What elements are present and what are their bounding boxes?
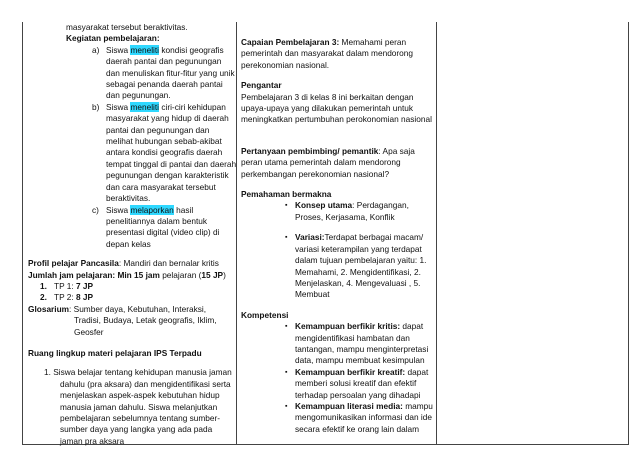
table-cell-middle	[241, 37, 433, 435]
jam-value: : Min 15 jam	[112, 269, 160, 280]
tp-item-1	[40, 281, 237, 292]
text-run: hasil penelitiannya dalam bentuk presentasi digital (video clip) di depan kelas	[106, 204, 220, 249]
kegiatan-title: Kegiatan pembelajaran:	[66, 33, 160, 44]
variasi	[285, 232, 433, 300]
table-border-right	[628, 22, 629, 445]
tp-jp: 7 JP	[75, 280, 94, 291]
capaian-label: Capaian Pembelajaran 3:	[241, 37, 340, 47]
tp-text	[54, 281, 93, 292]
list-item-text	[106, 102, 237, 205]
jam-label: Jumlah jam pelajaran	[28, 269, 113, 280]
variasi-label: Variasi:	[295, 232, 325, 243]
jumlah-jam	[28, 270, 237, 281]
kegiatan-item-a	[92, 45, 237, 102]
kompetensi-item-2	[285, 367, 433, 401]
glosarium-first-line: : Sumber daya, Kebutuhan, Interaksi,	[69, 303, 207, 314]
kompetensi-label: Kemampuan berfikir kreatif:	[295, 366, 406, 377]
kompetensi-item-3	[285, 401, 433, 435]
bullet-icon: ▪	[285, 234, 288, 242]
konsep-utama	[285, 200, 433, 223]
ruang-lingkup-title: Ruang lingkup materi pelajaran IPS Terpadu	[28, 347, 202, 358]
tp-number: 1.	[40, 280, 47, 291]
variasi-value: Terdapat berbagai macam/ variasi keterampilan yang terdapat dalam tujuan pembelajaran yaitu: 1. Memahami, 2. Mengidentifikasi, 2. Menjelaskan, 4. Mengevaluasi , 5. Membuat	[295, 232, 427, 300]
pemahaman-title: Pemahaman bermakna	[241, 189, 332, 200]
bullet-icon: ▪	[285, 323, 288, 331]
tp-label: TP 1:	[54, 280, 76, 291]
highlighted-word: meneliti	[130, 44, 160, 55]
kompetensi-text	[295, 321, 433, 367]
kompetensi-value: dapat memberi solusi kreatif dan efektif terhadap persoalan yang dihadapi	[295, 366, 429, 400]
bullet-icon: ▪	[285, 202, 288, 210]
glosarium-label: Glosarium	[28, 303, 70, 314]
table-cell-left	[28, 22, 237, 447]
kompetensi-value: mampu mengomunikasikan informasi dan ide secara efektif ke orang lain dalam	[295, 400, 433, 434]
text-run: ciri-ciri kehidupan masyarakat yang hidup di daerah pantai dan pegunungan dan melihat hubungan sebab-akibat antara kondisi geografis daerah tempat tinggal di pantai dan daerah pegunungan dengan karakteristik dan cara masyarakat tersebut beraktivitas.	[106, 101, 237, 204]
text-run: Siswa	[106, 101, 131, 112]
kegiatan-item-c	[92, 205, 237, 251]
text-run: kondisi geografis daerah pantai dan pegunungan dan menuliskan fitur-fitur yang unik sebagai penanda daerah pantai dan pegunungan.	[106, 44, 235, 101]
highlighted-word: meneliti	[130, 101, 160, 112]
highlighted-word: melaporkan	[130, 204, 174, 215]
kompetensi-title: Kompetensi	[241, 309, 289, 320]
intro-text: masyarakat tersebut beraktivitas.	[66, 22, 188, 32]
konsep-text	[295, 200, 427, 223]
kompetensi-label: Kemampuan literasi media:	[295, 400, 403, 411]
glosarium	[28, 304, 237, 315]
text-run: Siswa	[106, 204, 131, 215]
capaian-pembelajaran	[241, 37, 433, 71]
tp-number: 2.	[40, 292, 47, 303]
kompetensi-item-1	[285, 321, 433, 367]
list-marker: b)	[92, 101, 100, 112]
pertanyaan-text: : Apa saja peran utama pemerintah dalam mendorong perkembangan perekonomian nasional?	[241, 145, 415, 179]
ruang-lingkup-item: 1. Siswa belajar tentang kehidupan manusia jaman dahulu (pra aksara) dan mengidentifikasi serta menjelaskan aspek-aspek kebutuhan hidup manusia jaman dahulu. Siswa melanjutkan pembelajaran sebelumnya tentang sumber-sumber daya yang langka yang ada pada jaman pra aksara	[44, 367, 232, 446]
konsep-label: Konsep utama	[295, 200, 353, 211]
jam-close: )	[223, 269, 226, 280]
profil-label: Profil pelajar Pancasila	[28, 258, 119, 269]
list-marker: c)	[92, 204, 99, 215]
tp-text	[54, 292, 93, 303]
table-divider-2	[436, 22, 437, 445]
capaian-text: Memahami peran pemerintah dan masyarakat dalam mendorong perekonomian nasional.	[241, 37, 414, 70]
bullet-icon: ▪	[285, 402, 288, 410]
glosarium-rest: Tradisi, Budaya, Letak geografis, Iklim, Geosfer	[74, 315, 217, 337]
list-item-text	[106, 205, 237, 251]
jam-jp: 15 JP	[201, 269, 224, 280]
kompetensi-value: dapat mengidentifikasi hambatan dan tantangan, mampu menginterpretasi data, mampu membuat kesimpulan	[295, 321, 429, 366]
list-marker: a)	[92, 44, 100, 55]
table-border-left	[22, 22, 23, 445]
kompetensi-label: Kemampuan berfikir kritis:	[295, 321, 401, 332]
profil-pelajar	[28, 258, 237, 269]
list-item-text	[106, 45, 237, 102]
pertanyaan-label: Pertanyaan pembimbing/ pemantik	[241, 145, 379, 156]
konsep-value: : Perdagangan, Proses, Kerjasama, Konflik	[295, 200, 409, 222]
tp-label: TP 2:	[54, 292, 76, 303]
variasi-text	[295, 232, 427, 300]
jam-tail: pelajaran (	[159, 269, 202, 280]
pertanyaan-pemantik	[241, 146, 433, 180]
kegiatan-item-b	[92, 102, 237, 205]
pengantar-text: Pembelajaran 3 di kelas 8 ini berkaitan dengan upaya-upaya yang dilakukan pemerintah untuk meningkatkan pertumbuhan perokonomian nasional	[241, 91, 432, 125]
text-run: Siswa	[106, 44, 131, 55]
kompetensi-text	[295, 401, 433, 435]
pengantar-title: Pengantar	[241, 80, 282, 91]
profil-value: : Mandiri dan bernalar kritis	[118, 258, 219, 269]
kompetensi-text	[295, 367, 433, 401]
tp-item-2	[40, 292, 237, 303]
bullet-icon: ▪	[285, 368, 288, 376]
tp-jp: 8 JP	[75, 292, 94, 303]
